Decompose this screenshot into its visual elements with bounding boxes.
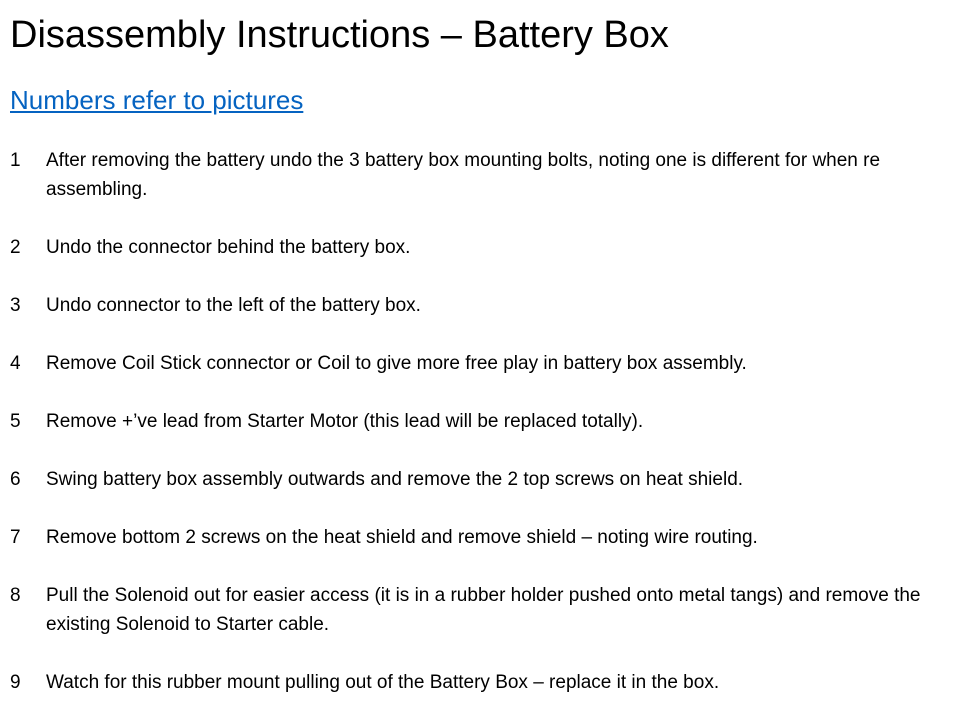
step-number: 9	[10, 672, 21, 693]
instruction-step	[10, 668, 950, 697]
step-text: Undo connector to the left of the battery box.	[46, 295, 421, 316]
instruction-step	[10, 233, 950, 262]
step-text: Pull the Solenoid out for easier access (it is in a rubber holder pushed onto metal tangs) and remove the existing Solenoid to Starter cable.	[46, 585, 921, 635]
step-text: Watch for this rubber mount pulling out of the Battery Box – replace it in the box.	[46, 672, 720, 693]
page-title: Disassembly Instructions – Battery Box	[10, 14, 669, 56]
step-text: Remove +’ve lead from Starter Motor (this lead will be replaced totally).	[46, 411, 644, 432]
numbers-refer-link[interactable]: Numbers refer to pictures	[10, 85, 304, 115]
step-number: 2	[10, 237, 21, 258]
instruction-step	[10, 407, 950, 436]
step-text: Remove bottom 2 screws on the heat shield and remove shield – noting wire routing.	[46, 527, 758, 548]
instruction-step	[10, 146, 950, 204]
step-text: Swing battery box assembly outwards and remove the 2 top screws on heat shield.	[46, 469, 744, 490]
step-number: 5	[10, 411, 21, 432]
step-number: 1	[10, 150, 21, 171]
step-text: Remove Coil Stick connector or Coil to give more free play in battery box assembly.	[46, 353, 747, 374]
step-number: 3	[10, 295, 21, 316]
instruction-list	[10, 146, 950, 726]
step-text: Undo the connector behind the battery box.	[46, 237, 411, 258]
step-number: 7	[10, 527, 21, 548]
step-number: 6	[10, 469, 21, 490]
step-text: After removing the battery undo the 3 battery box mounting bolts, noting one is different for when re assembling.	[46, 150, 881, 200]
instruction-step	[10, 581, 950, 639]
instruction-step	[10, 349, 950, 378]
instruction-step	[10, 291, 950, 320]
instruction-step	[10, 523, 950, 552]
step-number: 4	[10, 353, 21, 374]
instruction-step	[10, 465, 950, 494]
step-number: 8	[10, 585, 21, 606]
